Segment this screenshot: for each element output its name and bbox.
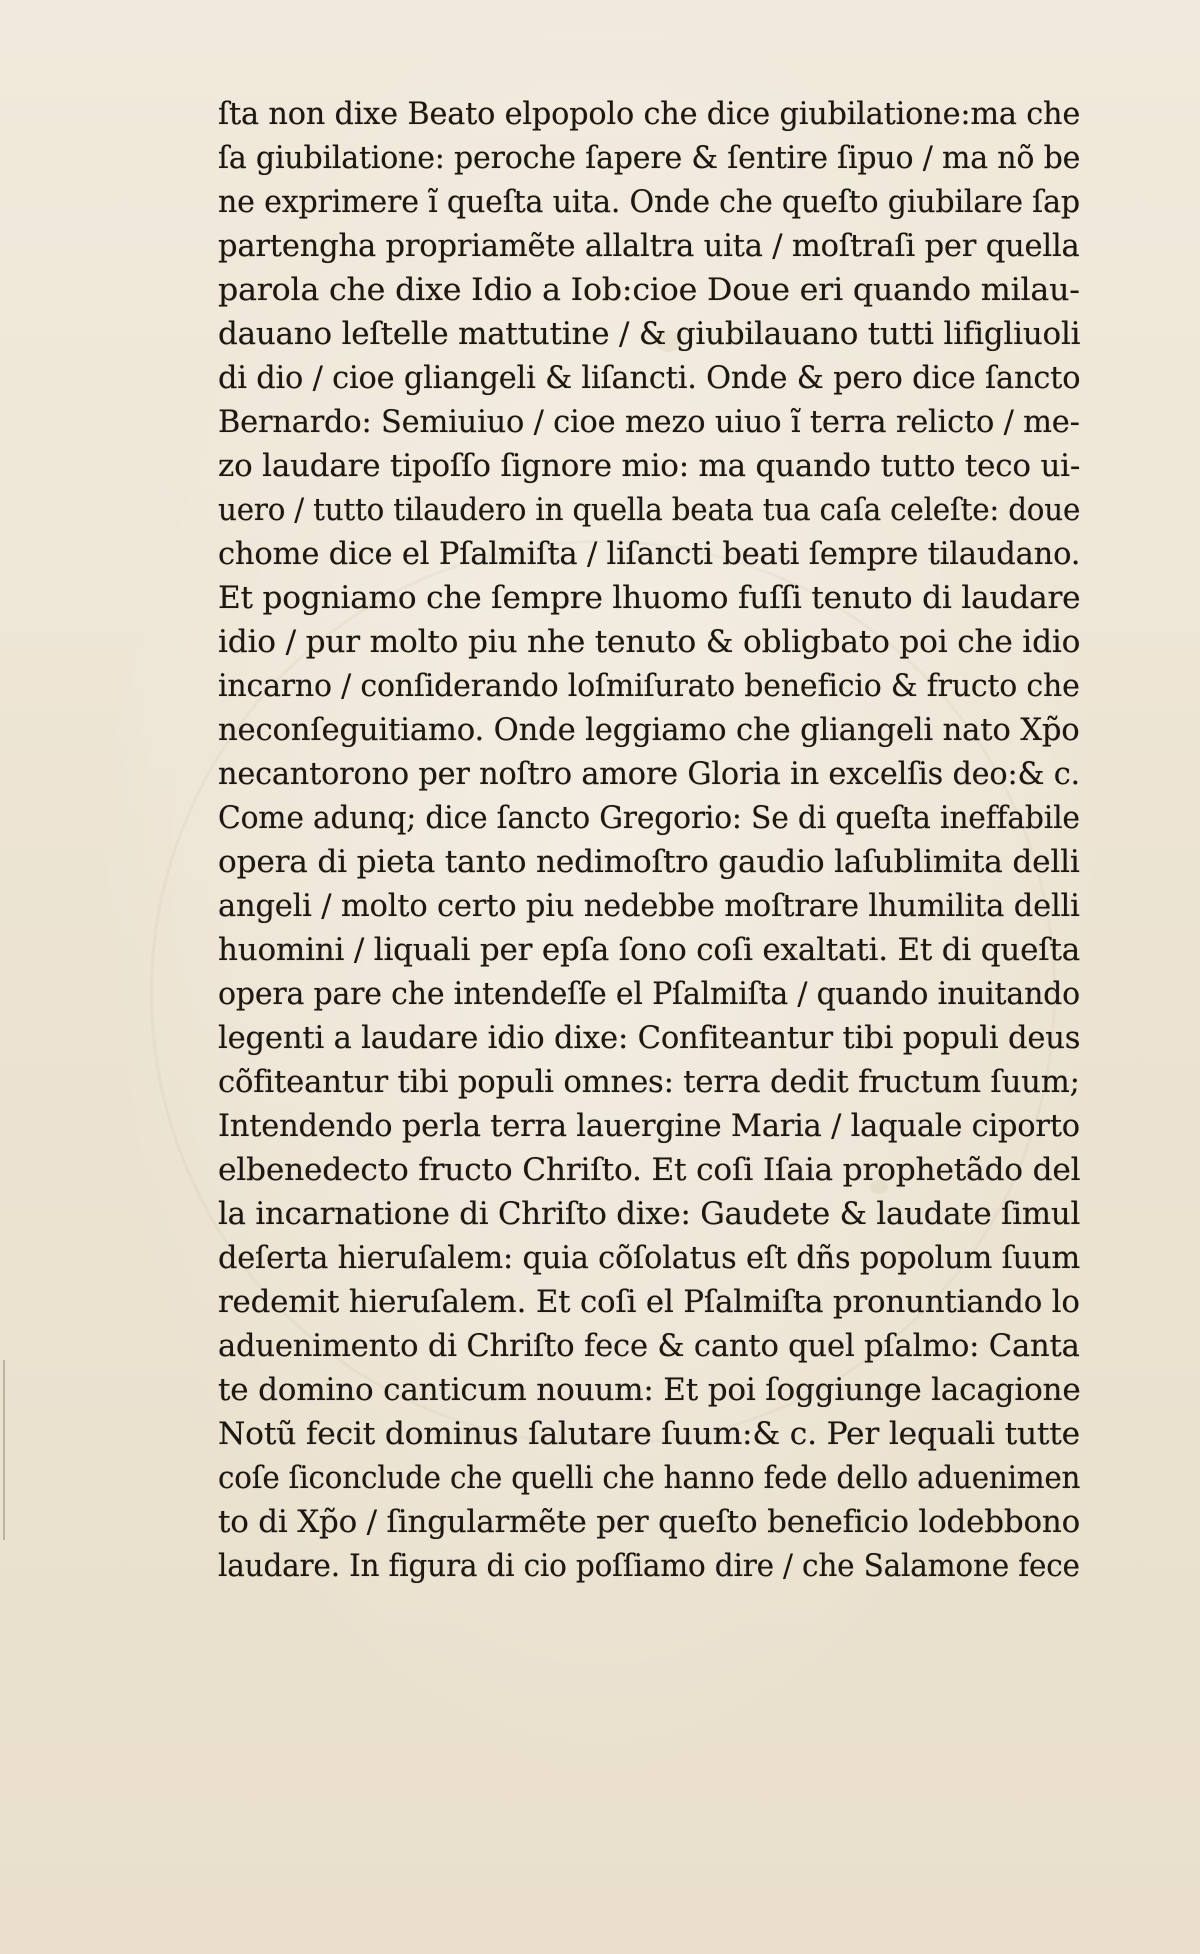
- text-line: laudare. In figura di cio poſſiamo dire / che Salamone fece: [218, 1548, 1080, 1584]
- text-line: Intendendo perla terra lauergine Maria / laquale ciporto: [218, 1108, 1080, 1144]
- text-line: te domino canticum nouum: Et poi ſoggiunge lacagione: [218, 1372, 1081, 1408]
- text-line: opera di pieta tanto nedimoſtro gaudio laſublimita delli: [218, 844, 1080, 880]
- text-line: elbenedecto fructo Chriſto. Et coſi Iſaia prophetãdo del: [218, 1152, 1081, 1188]
- text-line: di dio / cioe gliangeli & liſancti. Onde & pero dice ſancto: [218, 360, 1081, 396]
- text-line: incarno / conſiderando loſmiſurato beneficio & fructo che: [218, 668, 1080, 704]
- text-line: to di Xp̃o / ſingularmẽte per queſto beneficio lodebbono: [218, 1504, 1081, 1540]
- text-line: uero / tutto tilaudero in quella beata tua caſa celeſte: doue: [218, 492, 1081, 528]
- text-line: Come adunq; dice ſancto Gregorio: Se di queſta ineffabile: [218, 800, 1080, 836]
- text-line: ne exprimere ĩ queſta uita. Onde che queſto giubilare ſap: [218, 184, 1080, 220]
- text-line: dauano leſtelle mattutine / & giubilauano tutti lifigliuoli: [218, 316, 1081, 352]
- text-line: angeli / molto certo piu nedebbe moſtrare lhumilita delli: [218, 888, 1080, 924]
- text-line: partengha propriamẽte allaltra uita / moſtraſi per quella: [218, 228, 1080, 264]
- text-line: coſe ſiconclude che quelli che hanno fede dello aduenimen: [218, 1460, 1081, 1496]
- text-line: neconſeguitiamo. Onde leggiamo che gliangeli nato Xp̃o: [218, 712, 1080, 748]
- page-edge-mark: [3, 1360, 5, 1540]
- text-line: la incarnatione di Chriſto dixe: Gaudete & laudate ſimul: [218, 1196, 1081, 1232]
- text-line: deſerta hieruſalem: quia cõſolatus eſt dñs popolum ſuum: [218, 1240, 1081, 1276]
- text-line: huomini / liquali per epſa ſono coſi exaltati. Et di queſta: [218, 932, 1081, 968]
- text-line: ſa giubilatione: peroche ſapere & ſentire ſipuo / ma nõ be: [218, 140, 1081, 176]
- text-line: opera pare che intendeſſe el Pſalmiſta / quando inuitando: [218, 976, 1081, 1012]
- text-line: parola che dixe Idio a Iob:cioe Doue eri quando milau-: [218, 272, 1080, 308]
- text-line: legenti a laudare idio dixe: Confiteantur tibi populi deus: [218, 1020, 1081, 1056]
- text-line: Bernardo: Semiuiuo / cioe mezo uiuo ĩ terra relicto / me-: [218, 404, 1080, 440]
- text-line: idio / pur molto piu nhe tenuto & obligbato poi che idio: [218, 624, 1081, 660]
- text-line: aduenimento di Chriſto fece & canto quel pſalmo: Canta: [218, 1328, 1080, 1364]
- text-line: chome dice el Pſalmiſta / liſancti beati ſempre tilaudano.: [218, 536, 1081, 572]
- text-line: zo laudare tipoſſo ſignore mio: ma quando tutto teco ui-: [218, 448, 1081, 484]
- text-line: Notũ fecit dominus ſalutare ſuum:& c. Per lequali tutte: [218, 1416, 1080, 1452]
- text-block: [218, 92, 1080, 1588]
- text-line: Et pogniamo che ſempre lhuomo fuſſi tenuto di laudare: [218, 580, 1081, 616]
- text-line: redemit hieruſalem. Et coſi el Pſalmiſta pronuntiando lo: [218, 1284, 1080, 1320]
- text-line: cõfiteantur tibi populi omnes: terra dedit fructum ſuum;: [218, 1064, 1080, 1100]
- text-line: necantorono per noſtro amore Gloria in excelſis deo:& c.: [218, 756, 1081, 792]
- text-line: ſta non dixe Beato elpopolo che dice giubilatione:ma che: [218, 96, 1081, 132]
